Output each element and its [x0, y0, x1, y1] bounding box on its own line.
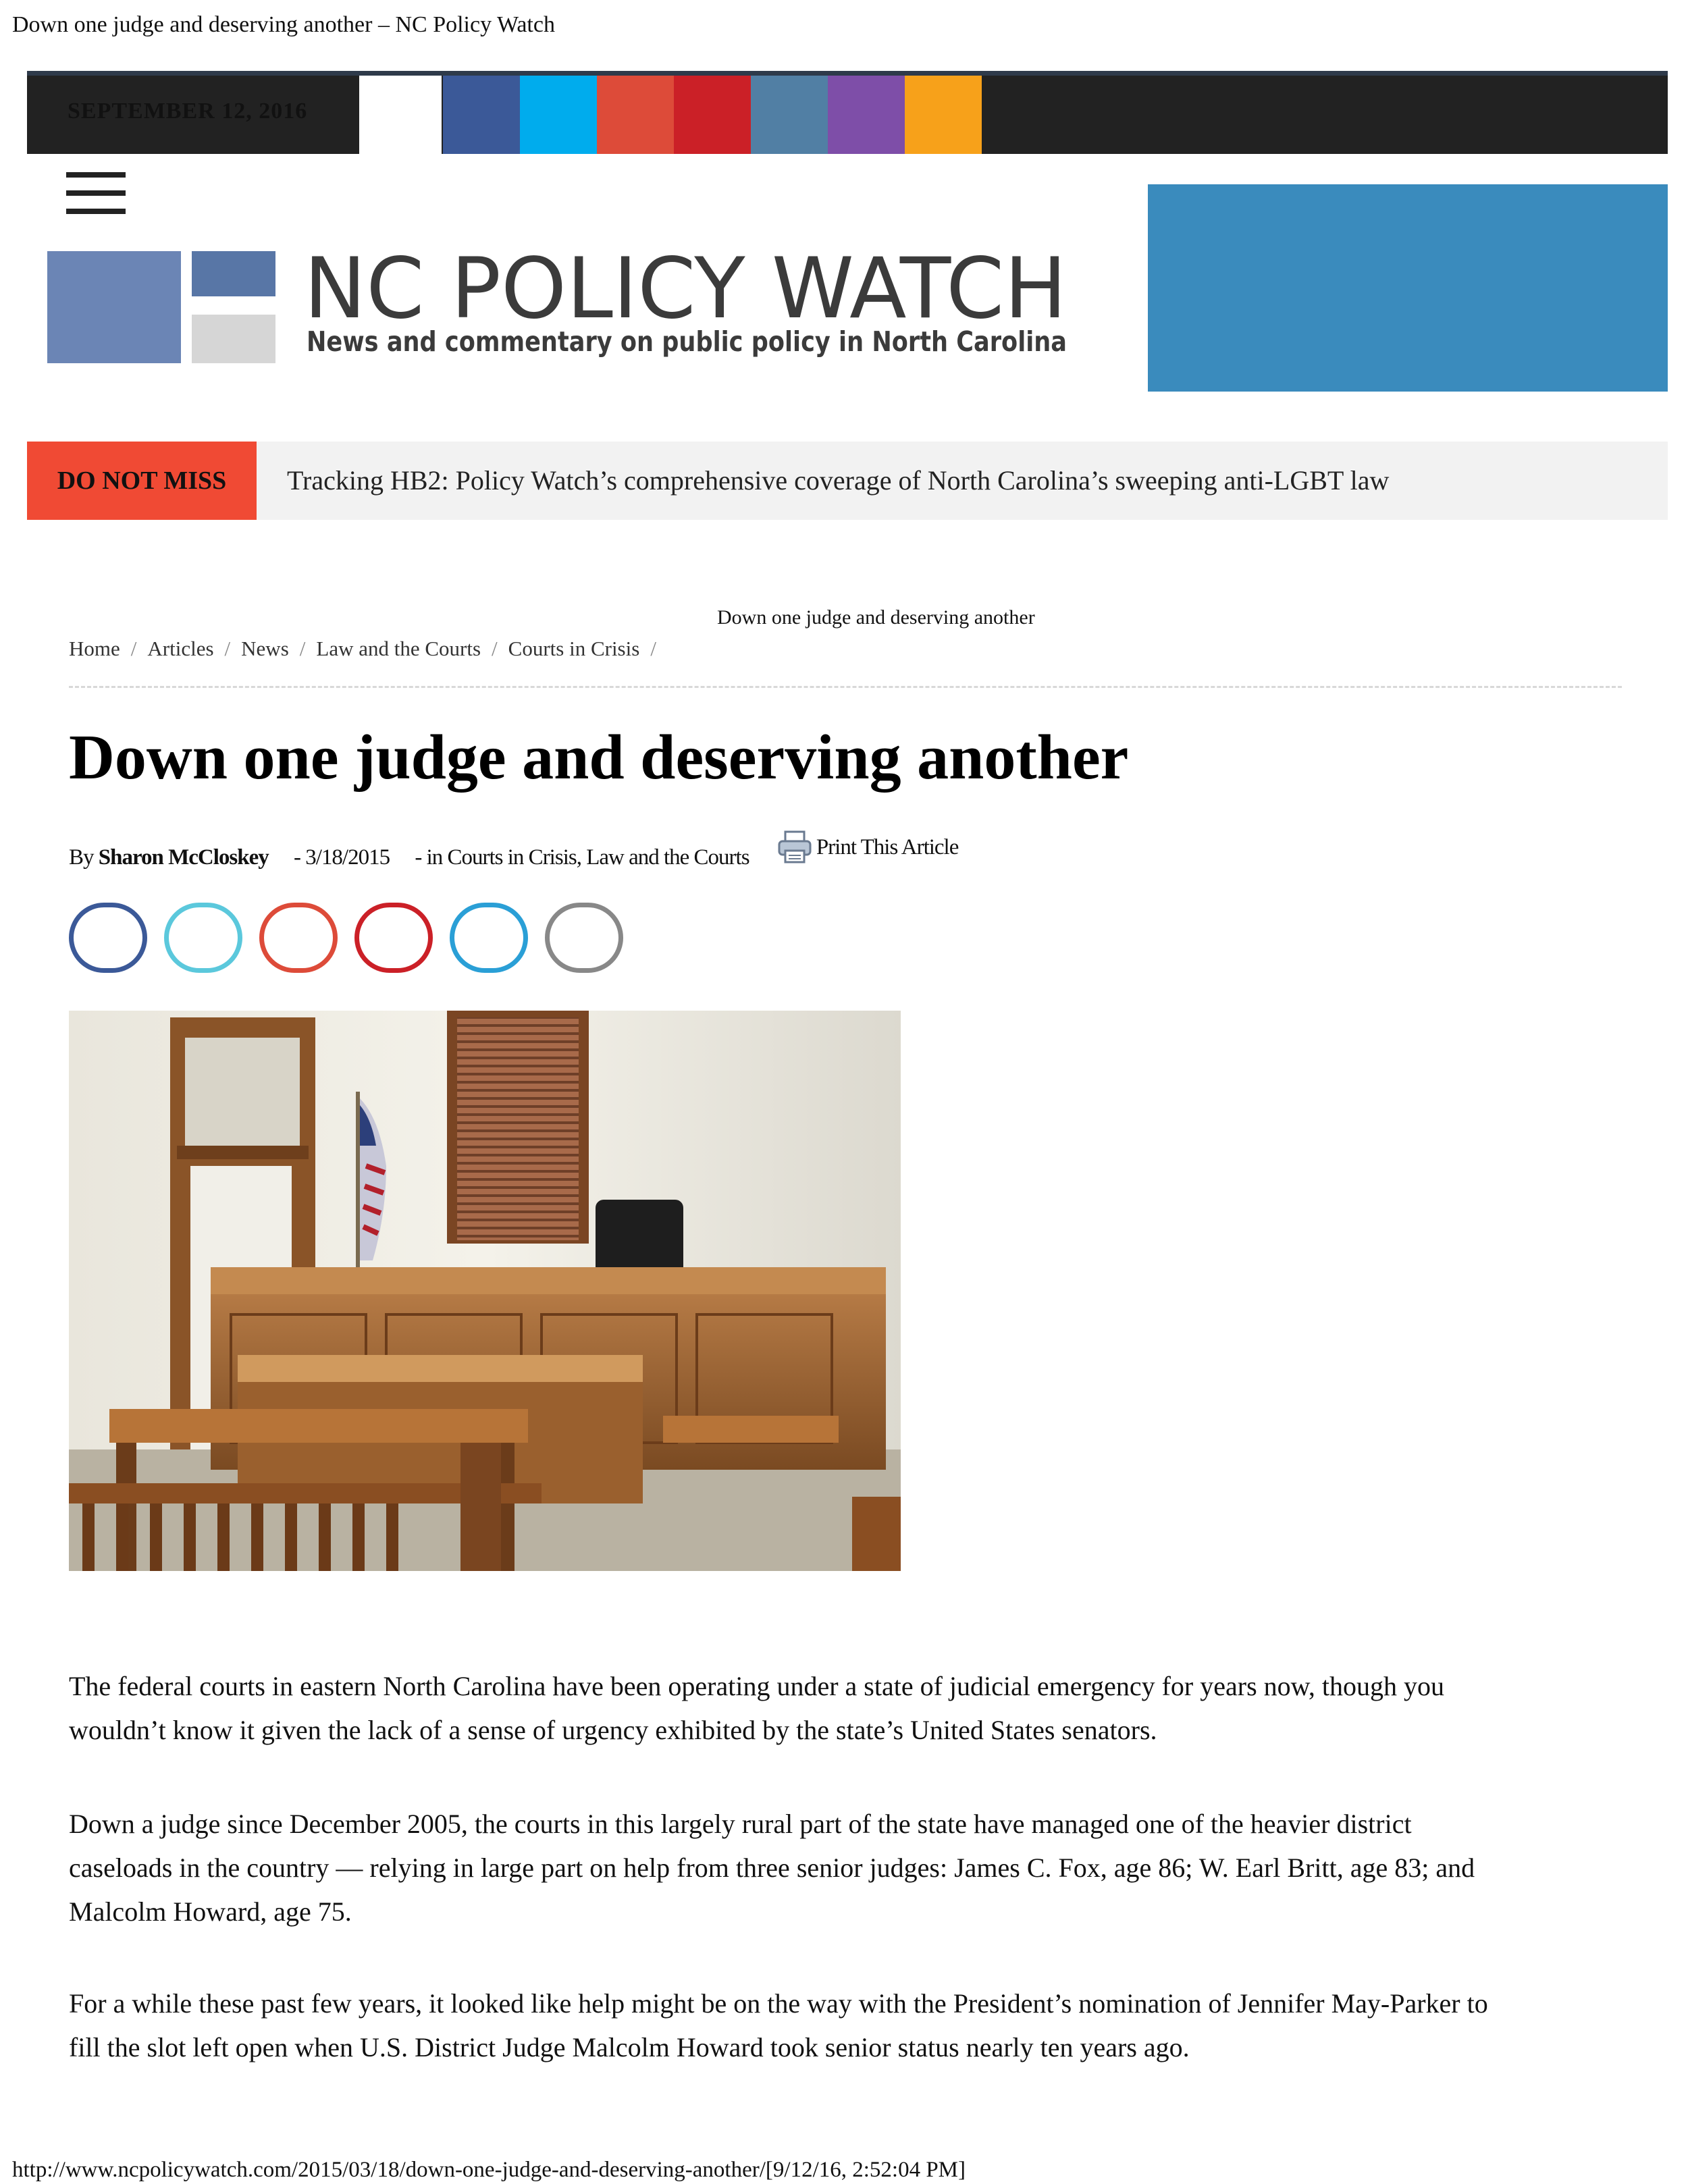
- breadcrumb-separator: /: [650, 637, 656, 660]
- print-article-button[interactable]: [777, 830, 959, 864]
- share-twitter-button[interactable]: [164, 903, 242, 973]
- paragraph-line: caseloads in the country — relying in large part on help from three senior judges: James C. Fox, age 86; W. Earl Britt, age 83; and: [69, 1853, 1475, 1883]
- article-categories[interactable]: - in Courts in Crisis, Law and the Courts: [415, 845, 749, 870]
- twitter-icon-button[interactable]: [520, 76, 597, 154]
- print-page-title: Down one judge and deserving another – NC Policy Watch: [12, 12, 555, 37]
- printer-icon: [777, 830, 812, 864]
- breadcrumb-separator: /: [492, 637, 498, 660]
- do-not-miss-label: DO NOT MISS: [27, 442, 257, 520]
- advertisement-box[interactable]: [1148, 184, 1668, 392]
- article-photo-courtroom: [69, 1011, 901, 1571]
- instagram-icon-button[interactable]: [751, 76, 828, 154]
- pinterest-icon-button[interactable]: [674, 76, 751, 154]
- site-tagline: News and commentary on public policy in North Carolina: [307, 325, 1067, 358]
- paragraph-line: Malcolm Howard, age 75.: [69, 1896, 352, 1927]
- breadcrumb-separator: /: [224, 637, 231, 660]
- site-logo[interactable]: [47, 250, 1074, 368]
- breadcrumb-separator: /: [130, 637, 137, 660]
- share-linkedin-button[interactable]: [450, 903, 528, 973]
- email-icon-button[interactable]: [905, 76, 982, 154]
- topbar-spacer: [359, 76, 442, 154]
- breadcrumb-law-and-the-courts[interactable]: Law and the Courts: [316, 637, 481, 660]
- article-paragraph-3: [69, 1981, 1635, 2069]
- paragraph-line: wouldn’t know it given the lack of a sense of urgency exhibited by the state’s United States senators.: [69, 1715, 1157, 1745]
- site-name: NC POLICY WATCH: [304, 250, 1067, 338]
- current-date: SEPTEMBER 12, 2016: [68, 99, 308, 124]
- print-article-label: Print This Article: [816, 834, 959, 859]
- print-page-url: http://www.ncpolicywatch.com/2015/03/18/down-one-judge-and-deserving-another/[9/12/16, 2:52:04 PM]: [12, 2158, 966, 2182]
- byline-prefix: By: [69, 845, 94, 870]
- share-facebook-button[interactable]: [69, 903, 147, 973]
- rss-icon-button[interactable]: [828, 76, 905, 154]
- google-plus-icon-button[interactable]: [597, 76, 674, 154]
- share-email-button[interactable]: [545, 903, 623, 973]
- article-paragraph-1: [69, 1664, 1635, 1752]
- breadcrumb-divider: [69, 686, 1622, 688]
- paragraph-line: The federal courts in eastern North Carolina have been operating under a state of judicial emergency for years now, though you: [69, 1671, 1445, 1701]
- breadcrumb: [69, 637, 667, 661]
- breadcrumb-home[interactable]: Home: [69, 637, 120, 660]
- logo-mark: [47, 250, 1074, 368]
- breadcrumb-articles[interactable]: Articles: [147, 637, 214, 660]
- article-date: - 3/18/2015: [294, 845, 390, 870]
- article-paragraph-2: [69, 1802, 1635, 1934]
- breadcrumb-news[interactable]: News: [241, 637, 289, 660]
- breadcrumb-separator: /: [299, 637, 306, 660]
- paragraph-line: fill the slot left open when U.S. District Judge Malcolm Howard took senior status nearly ten years ago.: [69, 2032, 1190, 2062]
- breadcrumb-courts-in-crisis[interactable]: Courts in Crisis: [508, 637, 640, 660]
- paragraph-line: For a while these past few years, it looked like help might be on the way with the President’s nomination of Jennifer May-Parker to: [69, 1988, 1488, 2019]
- facebook-icon-button[interactable]: [443, 76, 520, 154]
- topbar-accent-line: [27, 71, 1668, 76]
- share-pinterest-button[interactable]: [354, 903, 433, 973]
- article-title: Down one judge and deserving another: [69, 722, 1129, 793]
- breadcrumb-current-page: Down one judge and deserving another: [717, 606, 1035, 629]
- article-byline: [69, 830, 958, 870]
- hamburger-menu-icon[interactable]: [66, 172, 126, 215]
- do-not-miss-headline-link[interactable]: Tracking HB2: Policy Watch’s comprehensive coverage of North Carolina’s sweeping anti-LGBT law: [287, 465, 1390, 496]
- share-google-plus-button[interactable]: [259, 903, 338, 973]
- paragraph-line: Down a judge since December 2005, the courts in this largely rural part of the state have managed one of the heavier district: [69, 1809, 1412, 1839]
- author-link[interactable]: Sharon McCloskey: [98, 845, 269, 870]
